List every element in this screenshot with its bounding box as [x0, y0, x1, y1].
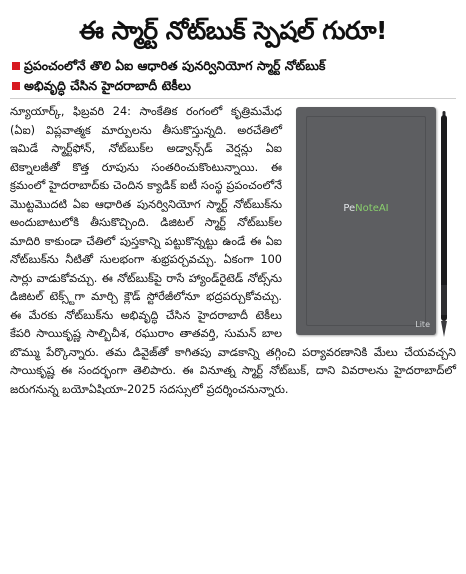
pen-tip [441, 321, 447, 337]
subhead-1-text: ప్రపంచంలోనే తొలి ఏఐ ఆధారిత పునర్వినియోగ స్మార్ట్ నోట్‌బుక్ [24, 58, 326, 73]
notebook-cover [296, 107, 436, 335]
pen-grip [441, 285, 447, 315]
subhead-1 [10, 56, 456, 76]
notebook-brand-main: NoteAI [355, 203, 389, 214]
notebook-corner-mark: Lite [415, 320, 430, 329]
notebook-brand [296, 203, 436, 214]
notebook-photo [290, 105, 458, 337]
article-body: న్యూయార్క్, ఫిబ్రవరి 24: సాంకేతిక రంగంలో కృత్రిమమేధ (ఏఐ) విప్లవాత్మక మార్పులను తీసుకొస్తున్నది. అరచేతిలో ఇమిడే స్మార్ట్‌ఫోన్, నోట్‌బుక్‌ల అడ్వాన్స్‌డ్ వెర్షన్లు ఏఐ టెక్నాలజీతో కొత్త రూపును సంతరించుకొంటున్నాయి. ఈ క్రమంలో హైదరాబాద్‌కు చెందిన క్యాడిక్ ఐటీ సంస్థ ప్రపంచంలోనే మొట్టమొదటి ఏఐ ఆధారిత పునర్వినియోగ స్మార్ట్ నోట్‌బుక్‌ను అందుబాటులోకి తీసుకొచ్చింది. డిజిటల్ స్మార్ట్ నోట్‌బుక్‌ల మాదిరి కాకుండా చేతిలో పుస్తకాన్ని పట్టుకొన్నట్టు ఉండే ఈ ఏఐ నోట్‌బుక్‌ను నీటితో సులభంగా శుభ్రపర్చవచ్చు. ఏకంగా 100 సార్లు వాడుకోవచ్చు. ఈ నోట్‌బుక్‌పై రాసే హ్యాండ్‌రైటెడ్ నోట్స్‌ను డిజిటల్ టెక్స్ట్‌గా మార్చి క్లౌడ్ స్టోరేజీలోనూ భద్రపర్చుకోవచ్చు. ఈ మేరకు నోట్‌బుక్‌ను అభివృద్ధి చేసిన హైదరాబాదీ టెకీలు కేపరి సాయికృష్ణ సాల్బిచీశ, రఘురాం తాతవర్తి, సుమన్ బాల బొమ్ము పేర్కొన్నారు. తమ డివైజ్‌తో కాగితపు వాడకాన్ని తగ్గించి పర్యావరణానికి మేలు చేయవచ్చని సాయికృష్ణ ఈ సందర్భంగా తెలిపారు. ఈ వినూత్న స్మార్ట్ నోట్‌బుక్, దాని వివరాలను హైదరాబాద్‌లో జరుగనున్న బయోఏషియా-2025 సదస్సులో ప్రదర్శించనున్నారు. [10, 105, 456, 396]
headline: ఈ స్మార్ట్ నోట్‌బుక్ స్పెషల్ గురూ! [79, 16, 387, 45]
stylus-pen-icon [439, 109, 449, 339]
divider [10, 98, 456, 99]
notebook-brand-prefix: Pe [343, 203, 356, 214]
bullet-square-icon [12, 62, 20, 70]
subhead-2 [10, 76, 456, 96]
subhead-2-text: అభివృద్ధి చేసిన హైదరాబాదీ టెకీలు [24, 78, 191, 93]
notebook-inner-border [306, 116, 426, 326]
bullet-square-icon [12, 82, 20, 90]
